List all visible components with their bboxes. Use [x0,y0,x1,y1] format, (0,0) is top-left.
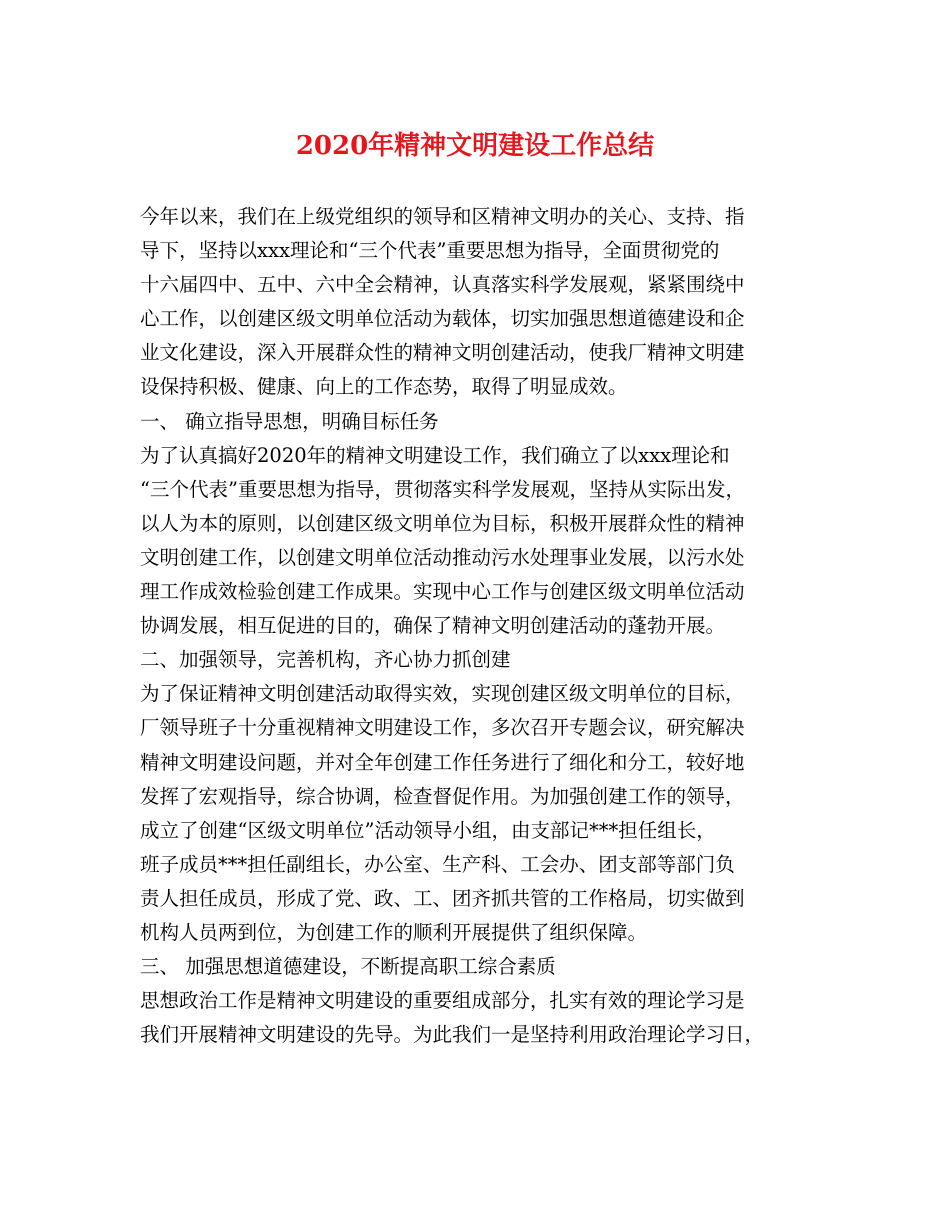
text-line: 心工作，以创建区级文明单位活动为载体，切实加强思想道德建设和企 [140,307,745,331]
text-line: 导下，坚持以xxx理论和“三个代表”重要思想为指导，全面贯彻党的 [140,239,720,263]
text-line: 思想政治工作是精神文明建设的重要组成部分，扎实有效的理论学习是 [140,989,745,1013]
section-heading: 二、加强领导，完善机构，齐心协力抓创建 [140,648,511,672]
text-line: 我们开展精神文明建设的先导。为此我们一是坚持利用政治理论学习日， [140,1023,765,1047]
text-line: 以人为本的原则，以创建区级文明单位为目标，积极开展群众性的精神 [140,511,745,535]
text-line: 精神文明建设问题，并对全年创建工作任务进行了细化和分工，较好地 [140,750,745,774]
text-line: 责人担任成员，形成了党、政、工、团齐抓共管的工作格局，切实做到 [140,886,745,910]
text-line: 为了认真搞好2020年的精神文明建设工作，我们确立了以xxx理论和 [140,443,730,467]
text-line: 发挥了宏观指导，综合协调，检查督促作用。为加强创建工作的领导， [140,784,745,808]
text-line: 业文化建设，深入开展群众性的精神文明创建活动，使我厂精神文明建 [140,341,745,365]
text-line: 班子成员***担任副组长，办公室、生产科、工会办、团支部等部门负 [140,852,735,876]
text-line: 厂领导班子十分重视精神文明建设工作，多次召开专题会议，研究解决 [140,716,745,740]
text-line: 文明创建工作，以创建文明单位活动推动污水处理事业发展，以污水处 [140,545,745,569]
text-line: 成立了创建“区级文明单位”活动领导小组，由支部记***担任组长， [140,818,716,842]
text-line: “三个代表”重要思想为指导，贯彻落实科学发展观，坚持从实际出发， [140,477,745,501]
text-line: 协调发展，相互促进的目的，确保了精神文明创建活动的蓬勃开展。 [140,614,726,638]
text-line: 设保持积极、健康、向上的工作态势，取得了明显成效。 [140,375,628,399]
text-line: 机构人员两到位，为创建工作的顺利开展提供了组织保障。 [140,920,648,944]
text-line: 十六届四中、五中、六中全会精神，认真落实科学发展观，紧紧围绕中 [140,273,745,297]
text-line: 今年以来，我们在上级党组织的领导和区精神文明办的关心、支持、指 [140,205,745,228]
section-heading: 一、 确立指导思想，明确目标任务 [140,409,439,433]
document-title: 2020年精神文明建设工作总结 [295,131,655,161]
text-line: 为了保证精神文明创建活动取得实效，实现创建区级文明单位的目标， [140,682,745,706]
section-heading: 三、 加强思想道德建设，不断提高职工综合素质 [140,955,556,979]
document-body [140,200,820,1052]
text-line: 理工作成效检验创建工作成果。实现中心工作与创建区级文明单位活动 [140,580,745,604]
